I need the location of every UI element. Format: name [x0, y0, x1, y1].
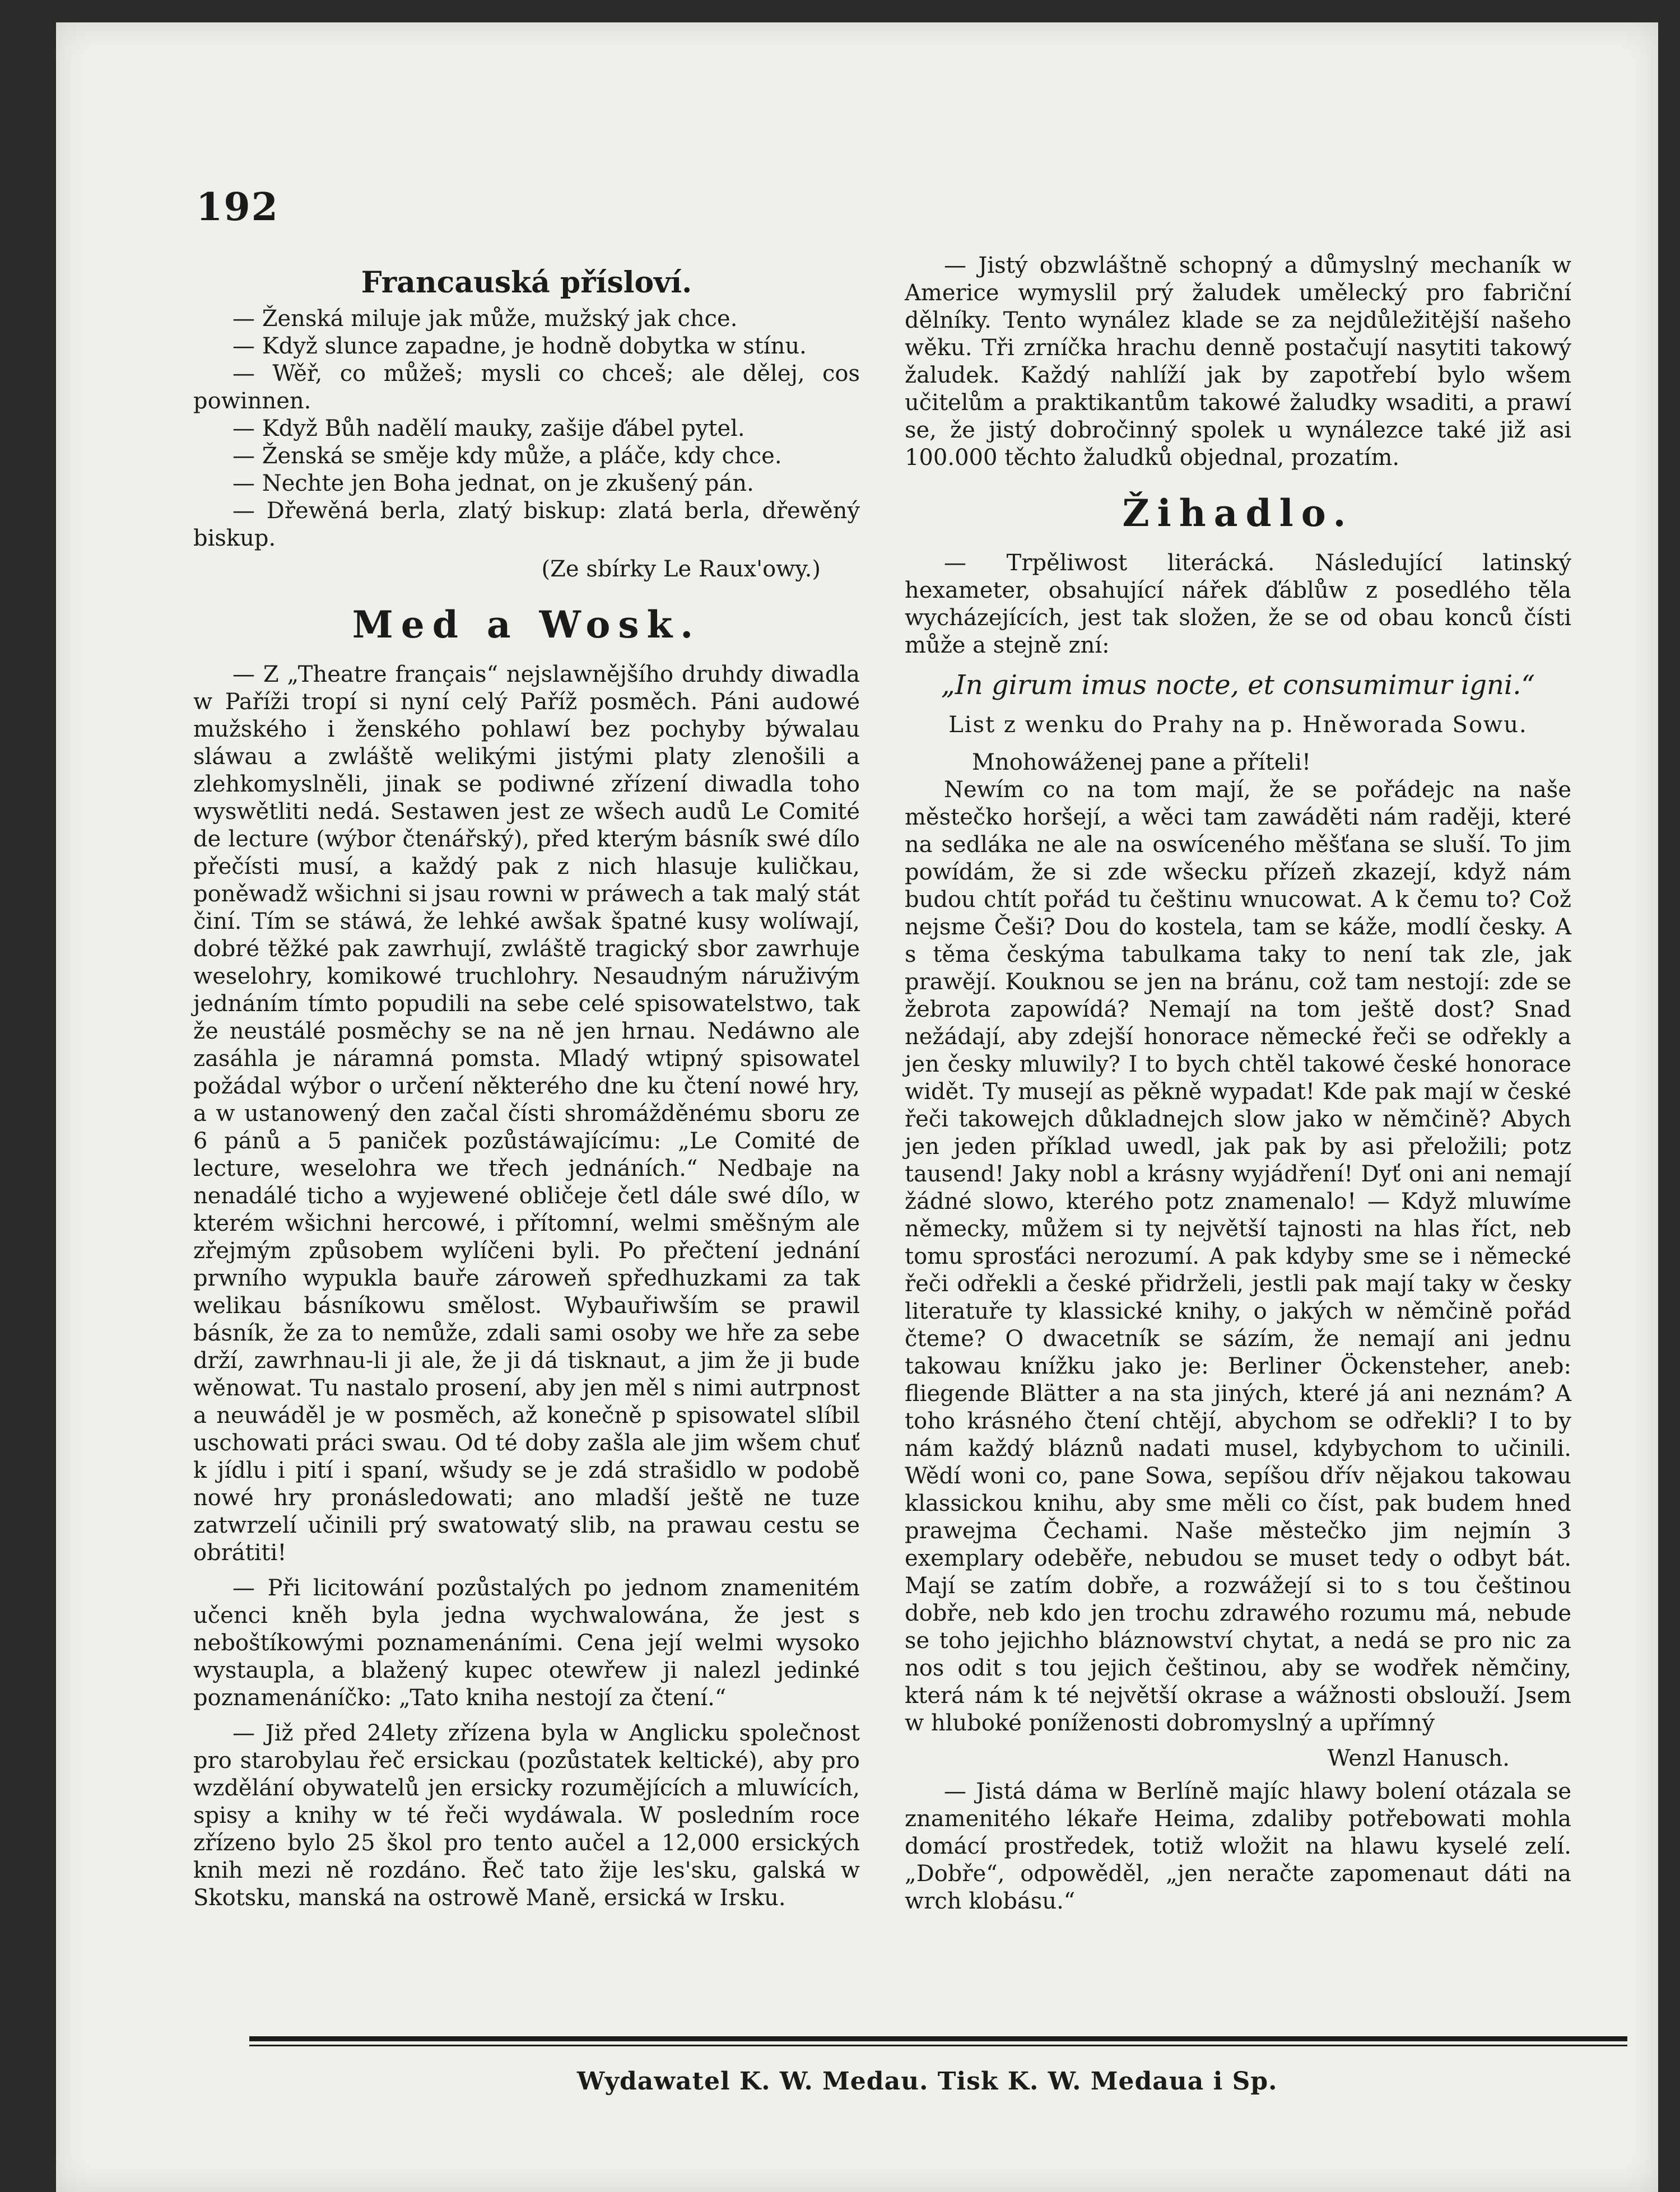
proverbs-list [193, 305, 860, 552]
left-column [193, 266, 860, 1920]
proverb-item: — Když slunce zapadne, je hodně dobytka w stínu. [232, 333, 807, 359]
zihadlo-intro: — Trpěliwost literácká. Následující latinský hexameter, obsahující nářek ďáblůw z posedlého těla wycházejících, jest tak složen, že se od obau konců čísti může a stejně zní: [905, 550, 1571, 658]
proverb-item: — Dřewěná berla, zlatý biskup: zlatá berla, dřewěný biskup. [193, 498, 860, 551]
footer-rule-thin [249, 2045, 1627, 2046]
med-a-wosk-title: Med a Wosk. [352, 603, 701, 646]
letter-salutation: Mnohowáženej pane a příteli! [972, 750, 1311, 775]
article-paragraph: — Již před 24lety zřízena byla w Anglicku společnost pro starobylau řeč ersickau (pozůstatek keltické), aby pro wzdělání obywatelů jen ersicky rozumějících a mluwících, spisy a knihy w té řeči wydáwala. W posledním roce zřízeno bylo 25 škol pro tento aučel a 12,000 ersických knih mezi ně rozdáno. Řeč tato žije les'sku, galská w Skotsku, manská na ostrowě Maně, ersická w Irsku. [193, 1720, 860, 1911]
proverb-item: — Ženská se směje kdy může, a pláče, kdy chce. [232, 443, 782, 469]
zihadlo-title: Žihadlo. [1122, 491, 1354, 535]
latin-hexameter: „In girum imus nocte, et consumimur igni.“ [941, 669, 1535, 701]
proverbs-attribution: (Ze sbírky Le Raux'owy.) [541, 556, 821, 582]
article-paragraph: — Z „Theatre français“ nejslawnějšího druhdy diwadla w Paříži tropí si nyní celý Paříž posměch. Páni audowé mužského i ženského pohlawí bez pochyby býwalau sláwau a zwláště welikými jistými platy zlenošili a zlehkomyslněli, jinak se podiwné zřízení diwadla toho wyswětliti nedá. Sestawen jest ze wšech audů Le Comité de lecture (wýbor čtenářský), před kterým básník swé dílo přečísti musí, a každý pak z nich hlasuje kuličkau, poněwadž wšichni si jsau rowni w práwech a tak malý stát činí. Tím se stáwá, že lehké awšak špatné kusy wolíwají, dobré těžké pak zawrhují, zwláště tragický sbor zawrhuje weselohry, komikowé truchlohry. Nesaudným náruživým jednáním tímto popudili na sebe celé spisowatelstwo, tak že neustálé posměchy se na ně jen hrnau. Nedáwno ale zasáhla je náramná pomsta. Mladý wtipný spisowatel požádal wýbor o určení některého dne ku čtení nowé hry, a w ustanowený den začal čísti shromážděnému sboru ze 6 pánů a 5 paniček pozůstáwajícímu: „Le Comité de lecture, weselohra we třech jednáních.“ Nedbaje na nenadálé ticho a wyjewené obličeje četl dále swé dílo, w kterém wšichni hercowé, i přítomní, welmi směšným ale zřejmým způsobem wylíčeni byli. Po přečtení jednání prwního wypukla bauře zároweň spředhuzkami za tak welikau básníkowu smělost. Wybauřiwším se prawil básník, že za to nemůže, zdali sami osoby we hře za sebe drží, zawrhnau-li ji ale, že ji dá tisknaut, a jim že ji bude wěnowat. Tu nastalo prosení, aby jen měl s nimi autrpnost a neuwáděl je w posměch, až konečně p spisowatel slíbil uschowati práci swau. Od té doby zašla ale jim wšem chuť k jídlu i pití i spaní, wšudy se je zdá strašidlo w podobě nowé hry pronásledowati; ano mladší ještě ne tuze zatwrzelí učinili prý swatowatý slib, na prawau cestu se obrátiti! [193, 662, 860, 1566]
publisher-footer: Wydawatel K. W. Medau. Tisk K. W. Medaua i Sp. [577, 2067, 1278, 2096]
proverb-item: — Nechte jen Boha jednat, on je zkušený pán. [232, 471, 754, 496]
article-paragraph: — Při licitowání pozůstalých po jednom znamenitém učenci kněh byla jedna wychwalowána, že jest s neboštíkowými poznamenáními. Cena její welmi wysoko wystaupla, a blažený kupec otewřew ji nalezl jedinké poznamenáníčko: „Tato kniha nestojí za čtení.“ [193, 1575, 860, 1711]
proverbs-title: Francauská přísloví. [361, 266, 692, 300]
article-paragraph: — Jistý obzwláštně schopný a důmyslný mechaník w Americe wymyslil prý žaludek umělecký pro fabriční dělníky. Tento wynález klade se za nejdůležitější našeho wěku. Tři zrníčka hrachu denně postačují nasytiti takowý žaludek. Každý nahlíží jak by zapotřebí bylo wšem učitelům a praktikantům takowé žaludky wsaditi, a prawí se, že jistý dobročinný spolek u wynálezce také již asi 100.000 těchto žaludků objednal, prozatím. [905, 253, 1571, 471]
proverb-item: — Když Bůh nadělí mauky, zašije ďábel pytel. [232, 416, 745, 441]
letter-body: Newím co na tom mají, že se pořádejc na naše městečko horšejí, a wěci tam zawáděti nám raději, které na sedláka ne ale na oswíceného měšťana se sluší. To jim powídám, že si zde wšecku přízeň zkazejí, když nám budou chtít pořád tu češtinu wnucowat. A k čemu to? Což nejsme Češi? Dou do kostela, tam se káže, modlí česky. A s těma českýma tabulkama taky to není tak zle, jak prawějí. Kouknou se jen na bránu, což tam nestojí: zde se žebrota zapowídá? Nemají na tom ještě dost? Snad nežádají, aby zdejší honorace německé řeči se odřekly a jen česky mluwily? I to bych chtěl takowé české honorace widět. Ty musejí as pěkně wypadat! Kde pak mají w české řeči takowejch důkladnejch slow jako w němčině? Abych jen jeden příklad uwedl, jak pak by asi přeložili; potz tausend! Jaky nobl a krásny wyjádření! Dyť oni ani nemají žádné slowo, kterého potz znamenalo! — Když mluwíme německy, můžem si ty největší tajnosti na hlas říct, neb tomu sprosťáci nerozumí. A pak kdyby sme se i německé řeči odřekli a české přidrželi, jestli pak mají taky w česky literatuře ty klassické knihy, o jakých w němčině pořád čteme? O dwacetník se sázím, že nemají ani jednu takowau knížku jako je: Berliner Öckensteher, aneb: fliegende Blätter a na sta jiných, které já ani neznám? A toho krásného čtení chtějí, abychom se odřekli? I to by nám každý bláznů nadati musel, kdybychom to učinili. Wědí woni co, pane Sowa, sepíšou dřív nějakou takowau klassickou knihu, aby sme měli co číst, pak budem hned prawejma Čechami. Naše městečko jim nejmín 3 exemplary odeběře, nebudou se muset tedy o odbyt bát. Mají se zatím dobře, a rozwážejí si to s tou češtinou dobře, neb kdo jen trochu zdrawého rozumu má, nebude se toho jejichho bláznowství chytat, a nedá se pro nic za nos odit s tou jejich češtinou, aby se wodřek němčiny, která nám k té největší okrase a wážnosti obslouží. Jsem w hluboké poníženosti dobromyslný a upřímný [905, 777, 1571, 1736]
proverb-item: — Wěř, co můžeš; mysli co chceš; ale dělej, cos powinnen. [193, 361, 860, 414]
page [56, 22, 1658, 2192]
right-column [905, 252, 1571, 1923]
page-number: 192 [196, 185, 279, 230]
footer-rule-thick [249, 2036, 1627, 2041]
letter-heading: List z wenku do Prahy na p. Hněworada Sowu. [948, 712, 1528, 738]
proverb-item: — Ženská miluje jak může, mužský jak chce. [232, 306, 738, 332]
closing-anecdote: — Jistá dáma w Berlíně majíc hlawy bolení otázala se znamenitého lékaře Heima, zdaliby potřebowati mohla domácí prostředek, totiž wložit na hlawu kyselé zelí. „Dobře“, odpowěděl, „jen neračte zapomenaut dáti na wrch klobásu.“ [905, 1779, 1571, 1914]
letter-signature: Wenzl Hanusch. [1327, 1746, 1510, 1771]
